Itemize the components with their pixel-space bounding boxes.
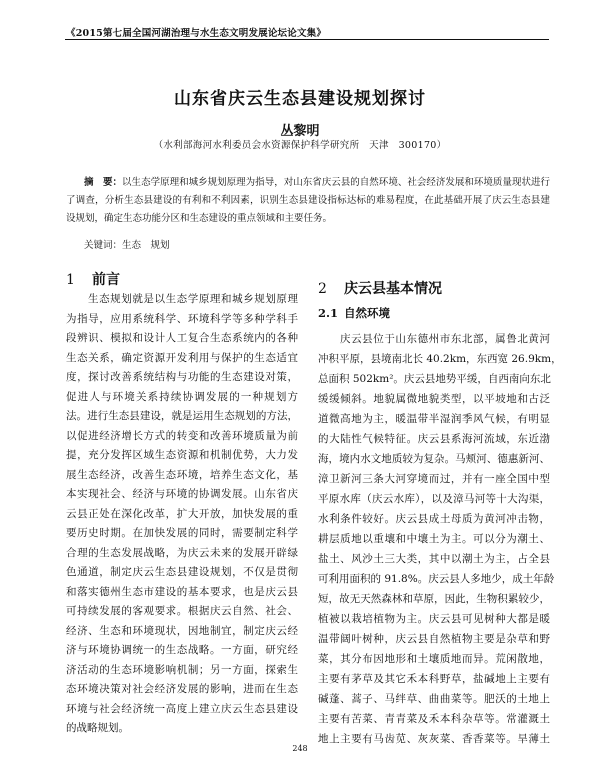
left-column-body	[66, 290, 298, 739]
author: 丛黎明	[280, 124, 320, 139]
body-text-line: 道微高地为主，暖温带半湿润季风气候，有明显	[318, 413, 550, 425]
body-text-line: 生态关系，确定资源开发利用与保护的生态适宜	[66, 351, 298, 364]
body-text-line: 环境与社会经济统一高度上建立庆云生态县建设	[66, 702, 298, 715]
body-text-line: 可持续发展的客观要求。根据庆云自然、社会、	[66, 605, 298, 617]
body-text-line: 可利用面积的 91.8%。庆云县人多地少，成土年龄	[318, 573, 555, 585]
body-text-line: 经济、生态和环境现状，因地制宜，制定庆云经	[66, 624, 298, 637]
body-text-line: 地上主要有马齿苋、灰灰菜、香香菜等。旱薄土	[318, 733, 550, 745]
body-text-line: 段辨识、模拟和设计人工复合生态系统内的各种	[66, 332, 298, 344]
body-text-line: 展生态经济，改善生态环境，培养生态文化，基	[66, 468, 298, 481]
section-title: 前言	[92, 272, 120, 288]
body-text-line: 以促进经济增长方式的转变和改善环境质量为前	[66, 429, 298, 442]
page-number: 248	[292, 744, 308, 753]
keywords-label: 关键词：	[84, 240, 123, 251]
body-text-line: 本实现社会、经济与环境的协调发展。山东省庆	[66, 488, 298, 500]
subsection-title: 自然环境	[344, 306, 390, 320]
body-text-line: 耕层质地以重壤和中壤土为主。可以分为潮土、	[318, 533, 550, 545]
body-text-line: 为指导，应用系统科学、环境科学等多种学科手	[66, 312, 298, 325]
header-rule	[65, 39, 549, 40]
paper-title: 山东省庆云生态县建设规划探讨	[174, 89, 426, 109]
body-text-line: 海，境内水文地质较为复杂。马颊河、德惠新河、	[318, 453, 550, 465]
body-text-line: 碱蓬、蒿子、马绊草、曲曲菜等。肥沃的土地上	[318, 693, 550, 705]
body-text-line: 温带阔叶树种，庆云县自然植物主要是杂草和野	[318, 633, 550, 645]
affiliation: （水利部海河水利委员会水资源保护科学研究所 天津 300170）	[153, 140, 447, 151]
subsection-heading-2-1	[318, 305, 390, 321]
keywords	[66, 237, 568, 255]
body-text-line: 生态规划就是以生态学原理和城乡规划原理	[88, 293, 298, 305]
body-text-line: 提，充分发挥区域生态资源和机制优势，大力发	[66, 449, 298, 461]
body-text-line: 法。进行生态县建设，就是运用生态规划的方法，	[66, 410, 298, 422]
body-text-line: 植被以栽培植物为主。庆云县可见树种大都是暖	[318, 613, 550, 625]
body-text-line: 的大陆性气候特征。庆云县系海河流域，东近渤	[318, 433, 550, 445]
body-text-line: 主要有苦菜、青青菜及禾本科杂草等。常灌溉土	[318, 713, 550, 725]
body-text-line: 主要有茅草及其它禾本科野草，盐碱地上主要有	[318, 673, 550, 685]
body-text-line: 云县正处在深化改革，扩大开放，加快发展的重	[66, 507, 298, 520]
body-text-line: 缓缓倾斜。地貌属微地貌类型，以平坡地和古泛	[318, 393, 550, 405]
body-text-line: 冲积平原，县境南北长 40.2km，东西宽 26.9km，	[318, 353, 562, 365]
body-text-line: 盐土、风沙土三大类，其中以潮土为主，占全县	[318, 553, 550, 565]
body-text-line: 总面积 502km²。庆云县地势平缓，自西南向东北	[318, 373, 551, 385]
body-text-line: 水利条件较好。庆云县成土母质为黄河冲击物，	[318, 513, 550, 525]
body-text-line: 色通道，制定庆云生态县建设规划，不仅是贯彻	[66, 566, 298, 578]
section-heading-2	[318, 278, 442, 298]
body-text-line: 合理的生态发展战略，为庆云未来的发展开辟绿	[66, 546, 298, 559]
body-text-line: 济与环境协调统一的生态战略。一方面，研究经	[66, 644, 298, 656]
section-number: 1	[66, 272, 75, 288]
keywords-text: 生态 规划	[122, 240, 170, 251]
section-title: 庆云县基本情况	[344, 281, 442, 297]
abstract-text: 以生态学原理和城乡规划原理为指导，对山东省庆云县的自然环境、社会经济发展和环境质量现状进行了调查，分析生态县建设的有利和不利因素，识别生态县建设指标达标的难易程度，在此基础开展了庆云生态县建设规划，确定生态功能分区和生态建设的重点领域和主要任务。	[66, 177, 550, 224]
abstract	[66, 174, 550, 228]
running-head: 《2015第七届全国河湖治理与水生态文明发展论坛论文集》	[66, 28, 327, 39]
body-text-line: 的战略规划。	[66, 722, 129, 734]
body-text-line: 济活动的生态环境影响机制；另一方面，探索生	[66, 663, 298, 676]
body-text-line: 促进人与环境关系持续协调发展的一种规划方	[66, 390, 298, 403]
abstract-label: 摘 要：	[84, 177, 123, 188]
section-heading-1	[66, 269, 120, 289]
right-column-body	[318, 329, 562, 749]
body-text-line: 平原水库（庆云水库），以及漳马河等十大沟渠，	[318, 493, 550, 505]
body-text-line: 漳卫新河三条大河穿境而过，并有一座全国中型	[318, 473, 550, 485]
section-number: 2	[318, 281, 327, 297]
body-text-line: 要历史时期。在加快发展的同时，需要制定科学	[66, 527, 298, 539]
body-text-line: 短，故无天然森林和草原，因此，生物积累较少，	[318, 593, 550, 605]
body-text-line: 和落实德州生态市建设的基本要求，也是庆云县	[66, 585, 298, 598]
body-text-line: 菜，其分布因地形和土壤质地而异。荒闲散地，	[318, 653, 550, 665]
body-text-line: 庆云县位于山东德州市东北部，属鲁北黄河	[340, 333, 550, 345]
body-text-line: 态环境决策对社会经济发展的影响，进而在生态	[66, 683, 298, 695]
body-text-line: 度，探讨改善系统结构与功能的生态建设对策，	[66, 371, 298, 383]
subsection-number: 2.1	[318, 306, 339, 320]
